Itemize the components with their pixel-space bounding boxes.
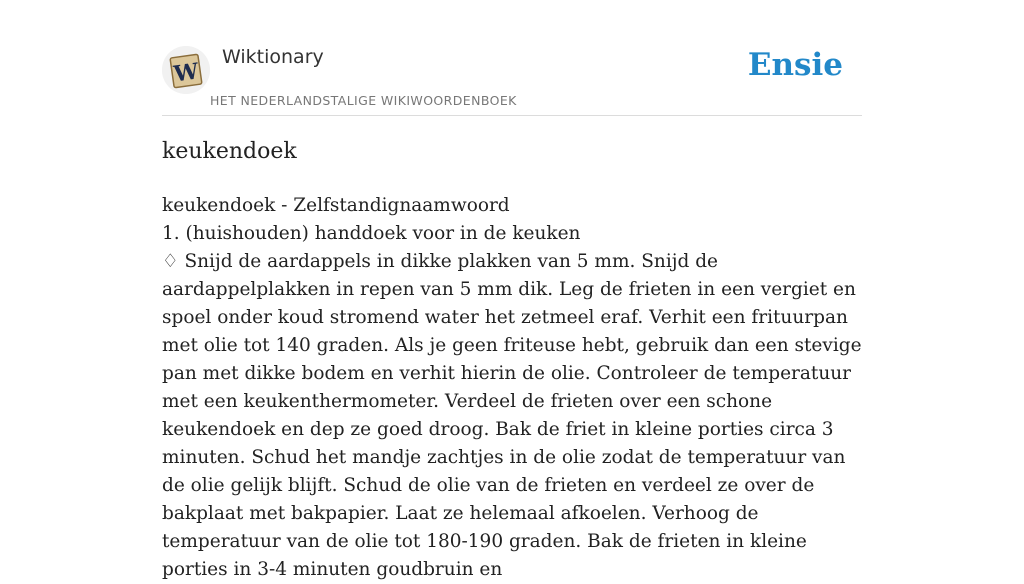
definition: 1. (huishouden) handdoek voor in de keuken — [162, 223, 581, 244]
ensie-brand-logo[interactable]: Ensie — [747, 47, 843, 83]
wiktionary-logo-icon — [162, 46, 210, 94]
wiktionary-logo[interactable] — [162, 46, 210, 94]
word-type-line: keukendoek - Zelfstandignaamwoord — [162, 195, 510, 216]
site-tagline: HET NEDERLANDSTALIGE WIKIWOORDENBOEK — [210, 93, 517, 108]
header — [162, 0, 862, 116]
page-title: keukendoek — [162, 139, 297, 164]
entry-content — [162, 192, 862, 584]
site-name[interactable]: Wiktionary — [222, 46, 324, 68]
example-text: ♢ Snijd de aardappels in dikke plakken van 5 mm. Snijd de aardappelplakken in repen van 5 mm dik. Leg de frieten in een vergiet en spoel onder koud stromend water het zetmeel eraf. Verhit een frituurpan met olie tot 140 graden. Als je geen friteuse hebt, gebruik dan een stevige pan met dikke bodem en verhit hierin de olie. Controleer de temperatuur met een keukenthermometer. Verdeel de frieten over een schone keukendoek en dep ze goed droog. Bak de friet in kleine porties circa 3 minuten. Schud het mandje zachtjes in de olie zodat de temperatuur van de olie gelijk blijft. Schud de olie van de frieten en verdeel ze over de bakplaat met bakpapier. Laat ze helemaal afkoelen. Verhoog de temperatuur van de olie tot 180-190 graden. Bak de frieten in kleine porties in 3-4 minuten goudbruin en — [162, 251, 862, 580]
logo-letter: W — [172, 58, 201, 88]
